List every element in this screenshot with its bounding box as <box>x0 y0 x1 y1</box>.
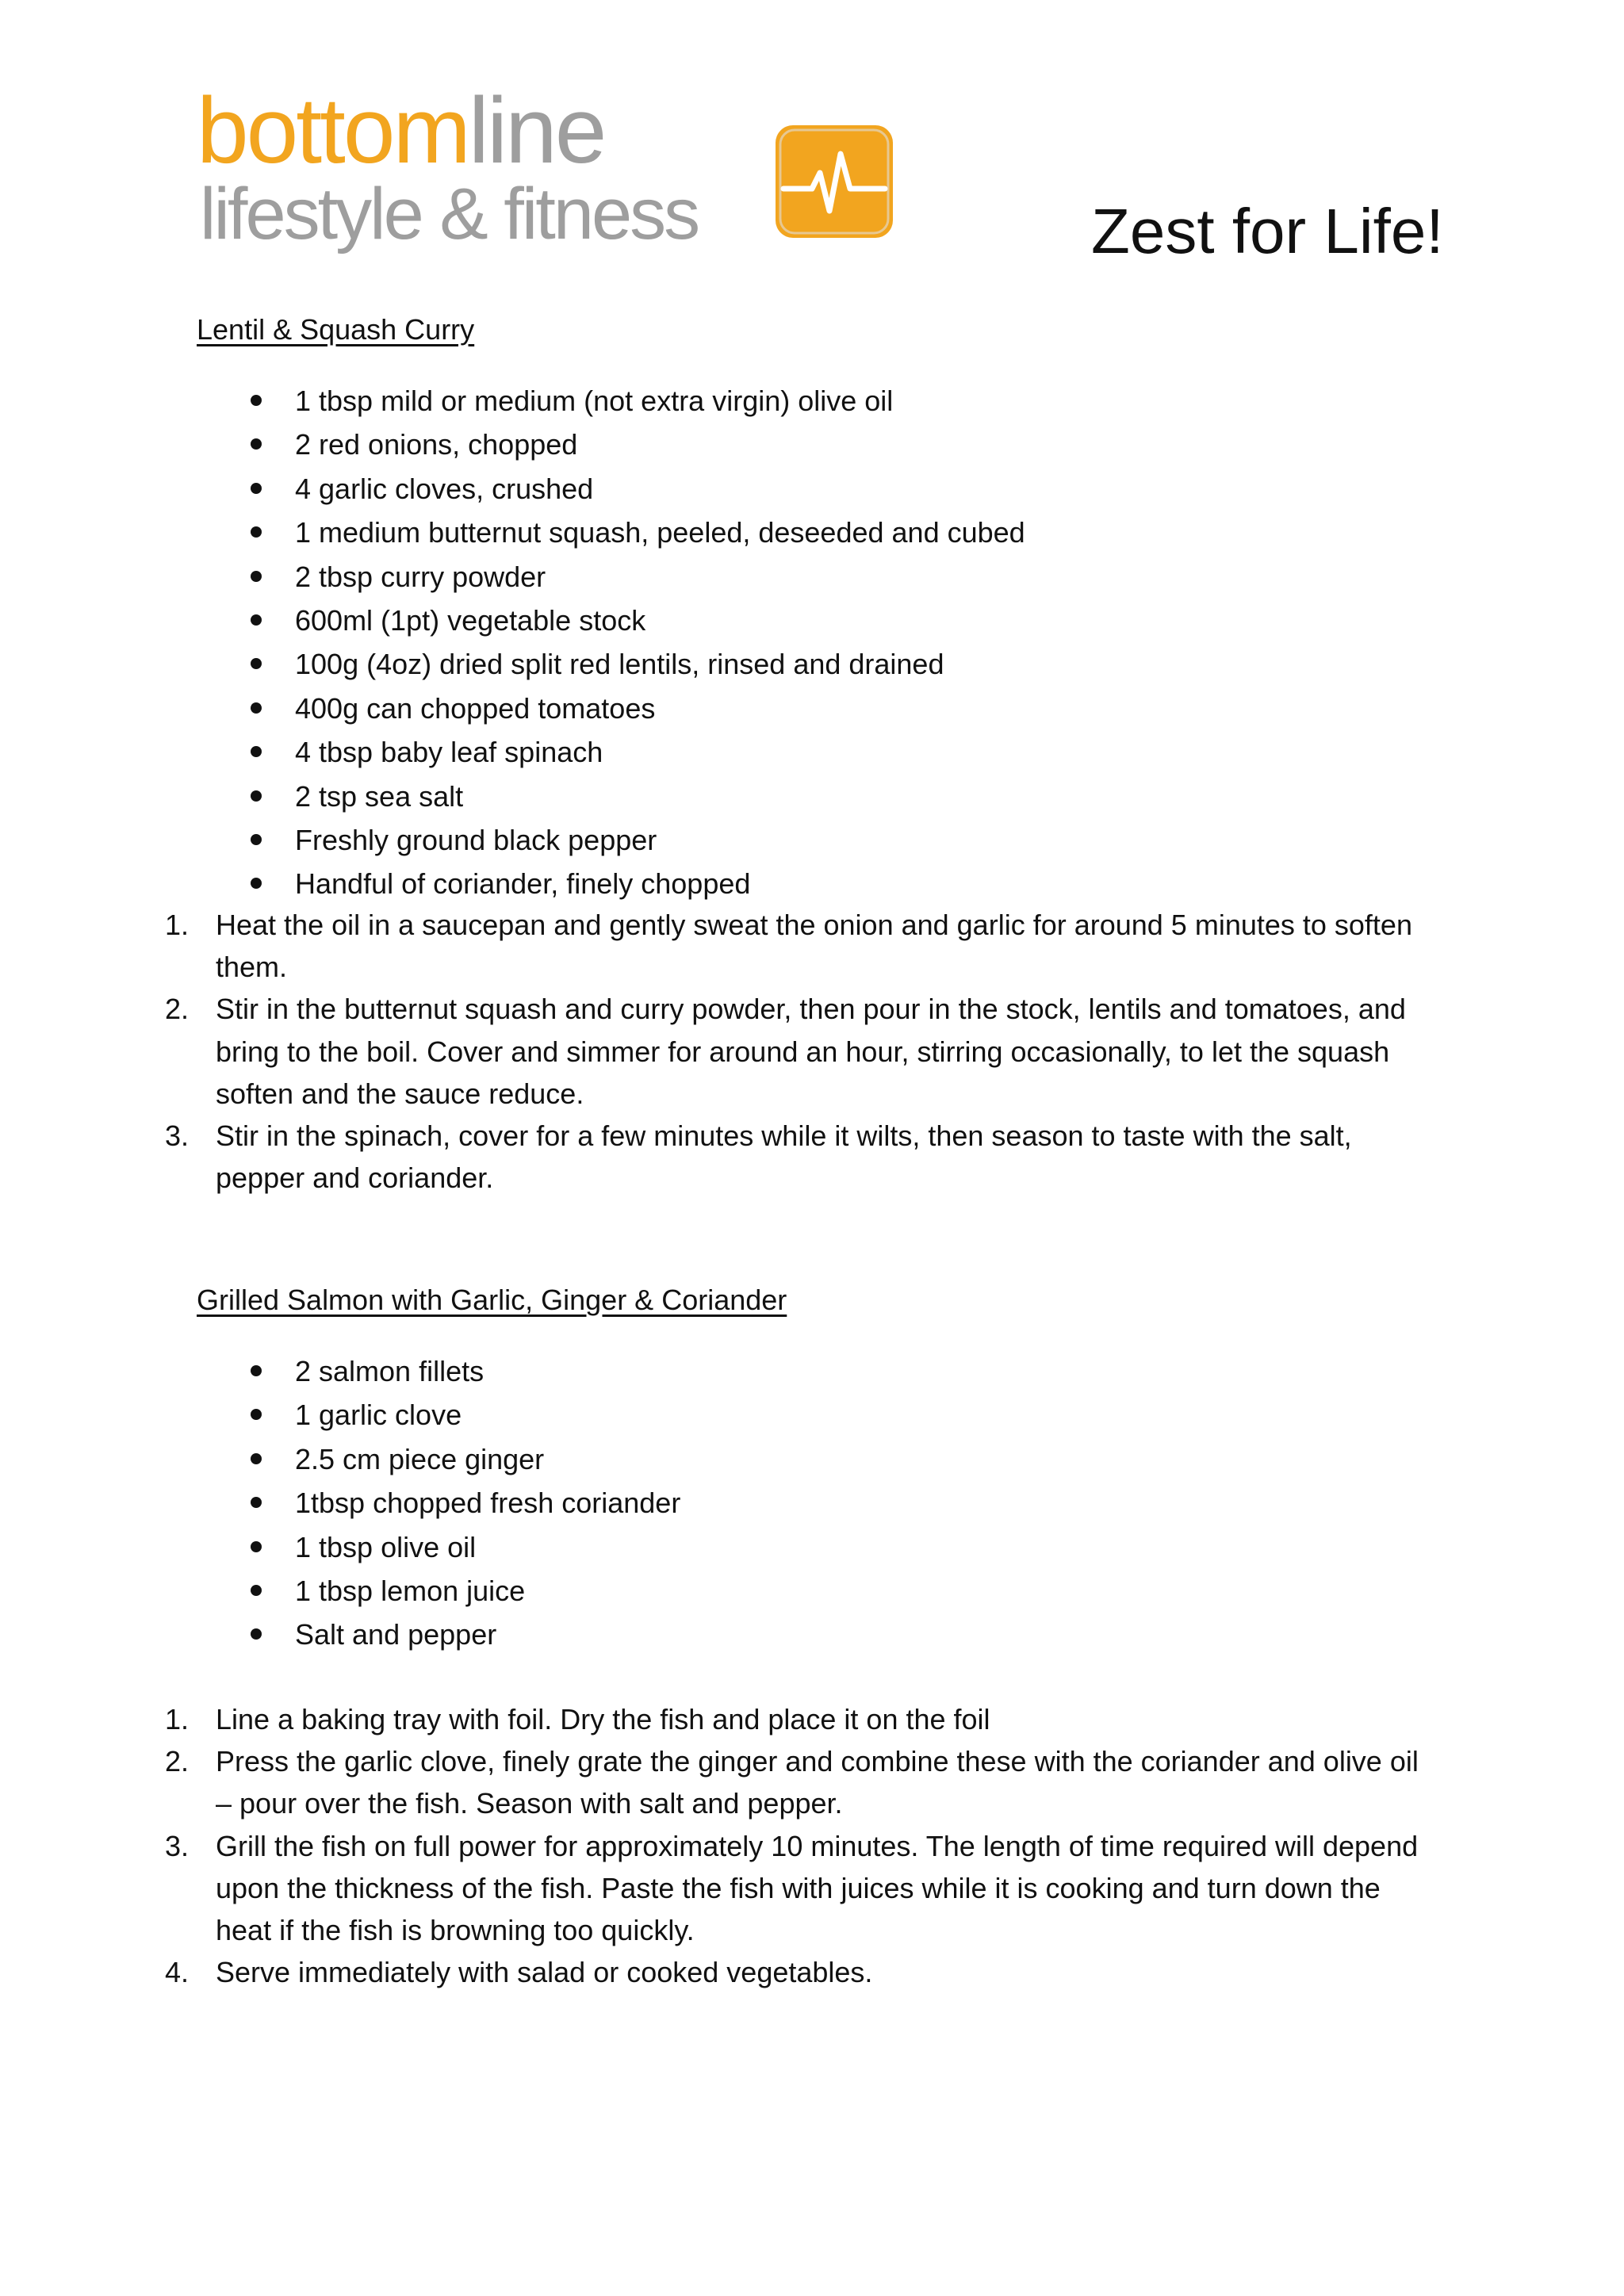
ingredient-text: 1tbsp chopped fresh coriander <box>295 1487 681 1520</box>
step-number: 1. <box>165 1703 190 1735</box>
ingredient-item <box>295 642 1025 686</box>
ingredient-text: Salt and pepper <box>295 1618 497 1651</box>
brand-logo <box>197 78 896 260</box>
recipe-title: Grilled Salmon with Garlic, Ginger & Coriander <box>197 1284 787 1316</box>
method-list <box>165 904 1437 1199</box>
ingredient-item <box>295 775 1025 818</box>
ingredient-text: 2 tsp sea salt <box>295 779 464 813</box>
ingredient-text: 2 red onions, chopped <box>295 428 578 461</box>
ingredient-item <box>295 1525 680 1569</box>
ingredient-item <box>295 1481 680 1525</box>
ingredient-text: 1 tbsp lemon juice <box>295 1574 526 1607</box>
ingredient-item <box>295 599 1025 642</box>
heartbeat-icon <box>772 122 896 241</box>
logo-word-grey: line <box>468 78 605 183</box>
method-step <box>165 904 1437 988</box>
ingredient-item <box>295 1613 680 1656</box>
ingredient-text: 1 garlic clove <box>295 1399 462 1432</box>
bullet-icon <box>251 1541 262 1552</box>
bullet-icon <box>251 1628 262 1640</box>
step-number: 3. <box>165 1829 190 1862</box>
ingredient-text: Freshly ground black pepper <box>295 823 657 856</box>
recipe-title: Lentil & Squash Curry <box>197 313 475 346</box>
bullet-icon <box>251 746 262 757</box>
step-number: 3. <box>165 1119 190 1153</box>
ingredient-item <box>295 818 1025 862</box>
method-step <box>165 1740 1437 1824</box>
ingredient-item <box>295 423 1025 466</box>
bullet-icon <box>251 1365 262 1376</box>
step-text: Grill the fish on full power for approximately 10 minutes. The length of time required will depend upon the thickness of the fish. Paste the fish with juices while it is cooking and turn down the heat if the fish is browning too quickly. <box>216 1829 1419 1947</box>
ingredient-text: 2 salmon fillets <box>295 1355 485 1387</box>
method-list <box>165 1698 1437 1993</box>
ingredient-text: 400g can chopped tomatoes <box>295 691 656 725</box>
ingredient-text: 1 medium butternut squash, peeled, deseeded and cubed <box>295 516 1025 549</box>
method-step <box>165 988 1437 1115</box>
ingredient-text: 2 tbsp curry powder <box>295 560 546 593</box>
ingredient-text: 4 garlic cloves, crushed <box>295 472 594 505</box>
ingredient-text: Handful of coriander, finely chopped <box>295 867 751 901</box>
step-text: Stir in the spinach, cover for a few minutes while it wilts, then season to taste with the salt, pepper and coriander. <box>216 1119 1352 1195</box>
ingredient-text: 100g (4oz) dried split red lentils, rinsed and drained <box>295 648 944 681</box>
method-step <box>165 1951 1437 1993</box>
ingredient-item <box>295 1393 680 1437</box>
method-step <box>165 1698 1437 1740</box>
ingredient-text: 4 tbsp baby leaf spinach <box>295 736 603 769</box>
step-number: 1. <box>165 909 190 941</box>
step-text: Heat the oil in a saucepan and gently sweat the onion and garlic for around 5 minutes to soften them. <box>216 909 1412 984</box>
ingredient-item <box>295 1437 680 1481</box>
bullet-icon <box>251 614 262 626</box>
bullet-icon <box>251 1585 262 1596</box>
bullet-icon <box>251 526 262 538</box>
logo-tagline: lifestyle & fitness <box>200 174 699 254</box>
step-number: 2. <box>165 993 190 1026</box>
ingredient-item <box>295 555 1025 599</box>
step-text: Press the garlic clove, finely grate the ginger and combine these with the coriander and olive oil – pour over the fish. Season with salt and pepper. <box>216 1745 1419 1820</box>
step-number: 4. <box>165 1956 190 1989</box>
method-step <box>165 1115 1437 1199</box>
ingredient-text: 1 tbsp olive oil <box>295 1530 477 1563</box>
ingredient-item <box>295 687 1025 730</box>
ingredient-item <box>295 379 1025 423</box>
bullet-icon <box>251 1409 262 1420</box>
ingredient-item <box>295 730 1025 774</box>
step-number: 2. <box>165 1745 190 1778</box>
ingredient-text: 2.5 cm piece ginger <box>295 1442 545 1475</box>
ingredient-list <box>295 1349 680 1657</box>
ingredient-item <box>295 467 1025 511</box>
ingredient-item <box>295 1349 680 1393</box>
bullet-icon <box>251 1497 262 1508</box>
step-text: Serve immediately with salad or cooked vegetables. <box>216 1956 873 1989</box>
method-step <box>165 1825 1437 1952</box>
logo-wordmark <box>197 78 605 183</box>
ingredient-item <box>295 1569 680 1613</box>
bullet-icon <box>251 395 262 406</box>
ingredient-item <box>295 511 1025 554</box>
bullet-icon <box>251 878 262 889</box>
logo-word-orange: bottom <box>197 78 469 183</box>
bullet-icon <box>251 658 262 669</box>
step-text: Line a baking tray with foil. Dry the fish and place it on the foil <box>216 1703 990 1735</box>
bullet-icon <box>251 702 262 714</box>
step-text: Stir in the butternut squash and curry powder, then pour in the stock, lentils and tomatoes, and bring to the boil. Cover and simmer for around an hour, stirring occasionally, to let the squash soften and the sauce reduce. <box>216 993 1406 1110</box>
ingredient-list <box>295 379 1025 906</box>
bullet-icon <box>251 790 262 802</box>
bullet-icon <box>251 1453 262 1464</box>
ingredient-text: 600ml (1pt) vegetable stock <box>295 603 646 637</box>
bullet-icon <box>251 571 262 582</box>
bullet-icon <box>251 834 262 845</box>
bullet-icon <box>251 483 262 494</box>
ingredient-item <box>295 862 1025 905</box>
page-tagline: Zest for Life! <box>1091 196 1444 266</box>
bullet-icon <box>251 438 262 450</box>
ingredient-text: 1 tbsp mild or medium (not extra virgin) olive oil <box>295 385 894 417</box>
